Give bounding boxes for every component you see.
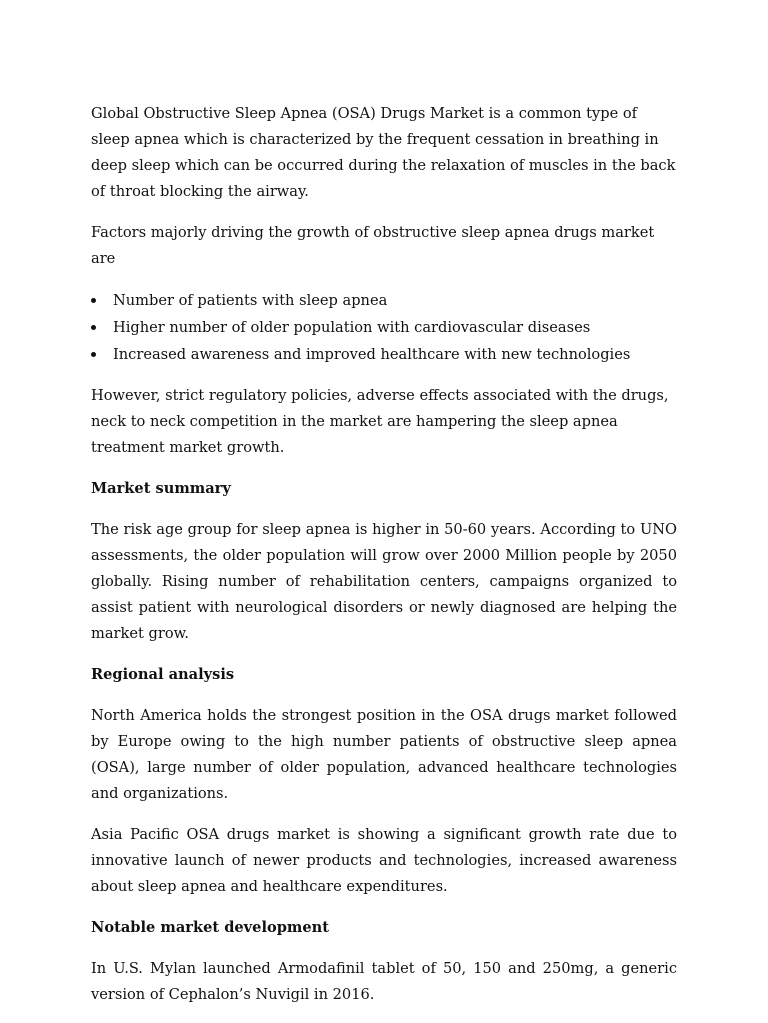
- regional-asia-pacific-paragraph: Asia Pacific OSA drugs market is showing a significant growth rate due to innovative launch of newer products and technologies, increased awareness about sleep apnea and healthcare expenditures.: [91, 826, 677, 895]
- intro-paragraph: Global Obstructive Sleep Apnea (OSA) Drugs Market is a common type of sleep apnea which is characterized by the frequent cessation in breathing in deep sleep which can be occurred during the relaxation of muscles in the back of throat blocking the airway.: [91, 105, 676, 200]
- regional-analysis-heading: Regional analysis: [91, 666, 235, 683]
- factors-intro-paragraph: Factors majorly driving the growth of obstructive sleep apnea drugs market are: [91, 224, 655, 267]
- market-summary-heading: Market summary: [91, 480, 231, 497]
- notable-development-heading: Notable market development: [91, 919, 330, 936]
- list-item: [91, 314, 677, 341]
- list-item-text: Number of patients with sleep apnea: [113, 292, 388, 309]
- factors-list: [91, 287, 677, 368]
- restraints-paragraph: However, strict regulatory policies, adverse effects associated with the drugs, neck to neck competition in the market are hampering the sleep apnea treatment market growth.: [91, 387, 669, 456]
- document-page: [91, 101, 677, 1023]
- bullet-icon: [91, 352, 96, 357]
- bullet-icon: [91, 325, 96, 330]
- bullet-icon: [91, 298, 96, 303]
- regional-north-america-paragraph: North America holds the strongest position in the OSA drugs market followed by Europe owing to the high number patients of obstructive sleep apnea (OSA), large number of older population, advanced healthcare technologies and organizations.: [91, 707, 677, 802]
- list-item-text: Increased awareness and improved healthcare with new technologies: [113, 346, 631, 363]
- market-summary-paragraph: The risk age group for sleep apnea is higher in 50-60 years. According to UNO assessments, the older population will grow over 2000 Million people by 2050 globally. Rising number of rehabilitation centers, campaigns organized to assist patient with neurological disorders or newly diagnosed are helping the market grow.: [91, 521, 677, 642]
- list-item: [91, 287, 677, 314]
- list-item-text: Higher number of older population with cardiovascular diseases: [113, 319, 591, 336]
- notable-development-paragraph: In U.S. Mylan launched Armodafinil tablet of 50, 150 and 250mg, a generic version of Cephalon’s Nuvigil in 2016.: [91, 960, 677, 1003]
- list-item: [91, 341, 677, 368]
